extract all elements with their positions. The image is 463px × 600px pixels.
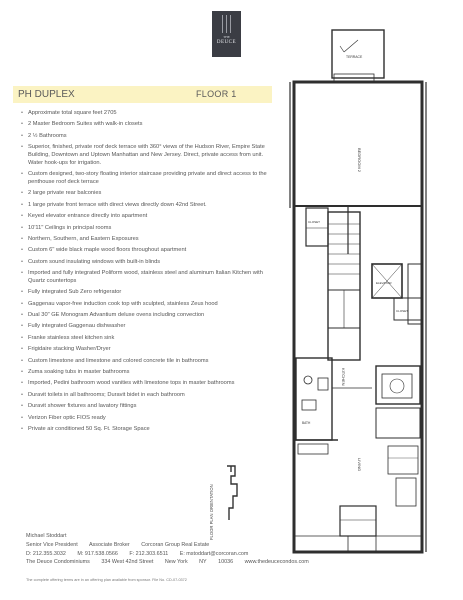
- room-label-closet-2: CLOSET: [396, 309, 409, 313]
- room-label-bedroom: BEDROOM 2: [357, 148, 362, 173]
- closet-box: [306, 208, 328, 246]
- street-address: 334 West 42nd Street: [101, 559, 154, 566]
- feature-item: • 1 large private front terrace with direct views directly down 42nd Street.: [21, 202, 279, 210]
- feature-item: • Franke stainless steel kitchen sink: [21, 335, 279, 343]
- room-label-kitchen: KITCHEN: [341, 368, 346, 386]
- feature-item: • Verizon Fiber optic FIOS ready: [21, 415, 279, 423]
- logo-the: THE: [223, 35, 230, 39]
- features-list: [21, 110, 279, 437]
- deuce-logo: [212, 11, 241, 57]
- room-label-closet: CLOSET: [308, 220, 321, 224]
- city: New York: [164, 559, 188, 566]
- feature-item: • 2 ½ Bathrooms: [21, 133, 279, 141]
- offering-disclaimer: The complete offering terms are in an offering plan available from sponsor. File No. CD-07-0372: [26, 578, 187, 582]
- feature-item: • Fully integrated Sub Zero refrigerator: [21, 289, 279, 297]
- feature-item: • Custom sound insulating windows with built-in blinds: [21, 259, 279, 267]
- floor-plan: [288, 28, 436, 556]
- feature-item: • Custom designed, two-story floating interior staircase providing private and direct access to the penthouse roof deck terrace: [21, 171, 279, 187]
- floor-label: FLOOR 1: [196, 89, 237, 99]
- feature-item: • Private air conditioned 50 Sq. Ft. Storage Space: [21, 426, 279, 434]
- building-name: The Deuce Condominiums: [26, 559, 90, 566]
- zip: 10036: [218, 559, 234, 566]
- feature-item: • Superior, finished, private roof deck terrace with 360° views of the Hudson River, Empire State Building, Downtown and Uptown Manhattan and New Jersey. Direct, private access from unit. Water hook-ups for irrigation.: [21, 144, 279, 167]
- contact-block: [26, 532, 309, 567]
- phone-mobile: M: 917.538.0566: [77, 550, 118, 557]
- feature-item: • 2 Master Bedroom Suites with walk-in closets: [21, 121, 279, 129]
- feature-item: • Northern, Southern, and Eastern Exposures: [21, 236, 279, 244]
- feature-item: • 2 large private rear balconies: [21, 190, 279, 198]
- room-label-terrace: TERRACE: [346, 55, 363, 59]
- email-link[interactable]: E: mstoddart@corcoran.com: [179, 550, 249, 557]
- room-label-elevator: ELEVATOR: [376, 281, 392, 285]
- unit-title: PH DUPLEX: [18, 89, 75, 100]
- logo-lines-icon: [222, 15, 231, 33]
- contact-title: Senior Vice President: [26, 541, 78, 548]
- feature-item: • Duravit shower fixtures and lavatory fittings: [21, 403, 279, 411]
- feature-item: • Gaggenau vapor-free induction cook top with sculpted, stainless Zeus hood: [21, 301, 279, 309]
- feature-item: • Imported, Pedini bathroom wood vanities with limestone tops in master bathrooms: [21, 380, 279, 388]
- feature-item: • Approximate total square feet 2705: [21, 110, 279, 118]
- compass-orientation-icon: [193, 462, 245, 544]
- phone-direct: D: 212.355.3032: [26, 550, 66, 557]
- room-label-living: LIVING: [357, 458, 362, 472]
- compass-label: FLOOR PLAN ORIENTATION: [209, 484, 214, 540]
- room-label-bath: BATH: [302, 421, 311, 425]
- feature-item: • Duravit toilets in all bathrooms; Duravit bidet in each bathroom: [21, 392, 279, 400]
- logo-name: DEUCE: [216, 40, 237, 45]
- contact-company: Corcoran Group Real Estate: [141, 541, 210, 548]
- feature-item: • Keyed elevator entrance directly into apartment: [21, 213, 279, 221]
- feature-item: • Fully integrated Gaggenau dishwasher: [21, 323, 279, 331]
- feature-item: • 10'11" Ceilings in principal rooms: [21, 225, 279, 233]
- feature-item: • Imported and fully integrated Poliform wood, stainless steel and aluminum Italian Kitchen with Quartz countertops: [21, 270, 279, 286]
- feature-item: • Frigidaire stacking Washer/Dryer: [21, 346, 279, 354]
- bath-box: [296, 358, 332, 440]
- state: NY: [199, 559, 207, 566]
- feature-item: • Custom 6" wide black maple wood floors throughout apartment: [21, 247, 279, 255]
- feature-item: • Zuma soaking tubs in master bathrooms: [21, 369, 279, 377]
- feature-item: • Dual 30" GE Monogram Advantium deluxe ovens including convection: [21, 312, 279, 320]
- feature-item: • Custom limestone and limestone and colored concrete tile in bathrooms: [21, 358, 279, 366]
- phone-fax: F: 212.303.6511: [129, 550, 169, 557]
- terrace-outline: [332, 30, 384, 78]
- contact-role: Associate Broker: [88, 541, 130, 548]
- website-link[interactable]: www.thedeucecondos.com: [244, 559, 309, 566]
- contact-name: Michael Stoddart: [26, 533, 67, 539]
